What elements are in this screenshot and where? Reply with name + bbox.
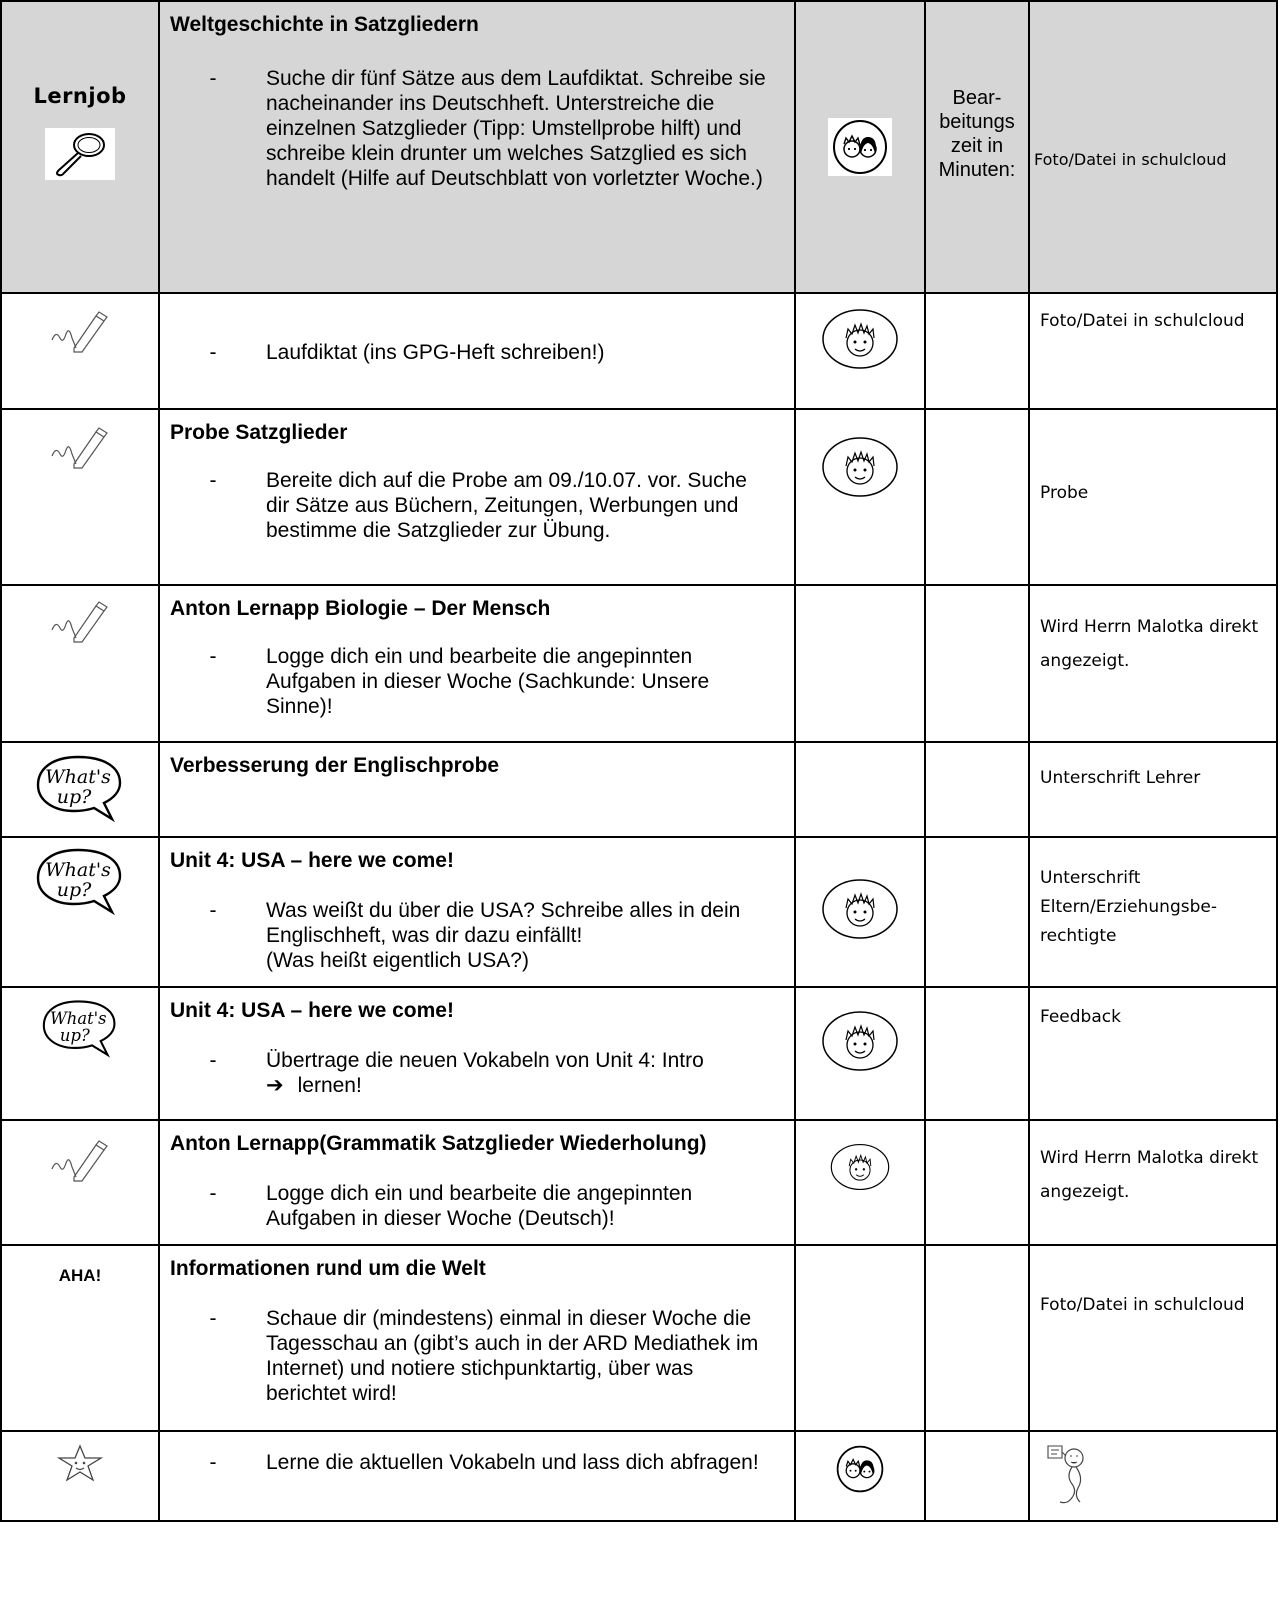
- bullet-text: Was weißt du über die USA? Schreibe alles in dein Englischheft, was dir dazu einfällt! (Was heißt eigentlich USA?): [266, 899, 741, 972]
- single-icon: [820, 878, 900, 940]
- whats-up-icon: [40, 998, 120, 1060]
- task-cell: [159, 1, 795, 293]
- social-cell: [795, 1120, 925, 1245]
- single-icon: [820, 308, 900, 370]
- duration-input[interactable]: [925, 1431, 1029, 1521]
- social-cell: [795, 742, 925, 837]
- social-cell: [795, 409, 925, 585]
- task-row: [1, 1431, 1277, 1521]
- task-title: Anton Lernapp Biologie – Der Mensch: [170, 597, 551, 620]
- pair-icon: [828, 1444, 892, 1494]
- svg-text:up?: up?: [56, 879, 92, 901]
- duration-input[interactable]: [925, 409, 1029, 585]
- result-cell: [1029, 1, 1277, 293]
- task-bullet: - Laufdiktat (ins GPG-Heft schreiben!): [160, 340, 794, 365]
- svg-text:What's: What's: [45, 766, 111, 788]
- bullet-text: Bereite dich auf die Probe am 09./10.07. vor. Suche dir Sätze aus Büchern, Zeitungen, Werbungen und bestimme die Satzglieder zur Übung.: [266, 469, 747, 542]
- duration-input[interactable]: [925, 837, 1029, 987]
- result-text: Unterschrift Eltern/Erziehungsbe-rechtigte: [1040, 868, 1217, 946]
- star-icon: [55, 1444, 105, 1484]
- task-cell: [159, 1245, 795, 1431]
- listening-figure-icon: [1044, 1442, 1094, 1508]
- svg-text:up?: up?: [56, 786, 92, 808]
- result-text: Foto/Datei in schulcloud: [1034, 150, 1227, 169]
- result-cell: [1029, 585, 1277, 742]
- task-bullet: - Logge dich ein und bearbeite die angepinnten Aufgaben in dieser Woche (Deutsch)!: [160, 1181, 794, 1231]
- task-bullet: - Bereite dich auf die Probe am 09./10.07. vor. Suche dir Sätze aus Büchern, Zeitungen, Werbungen und bestimme die Satzglieder zur Übung.: [160, 468, 794, 543]
- bullet-text: Suche dir fünf Sätze aus dem Laufdiktat. Schreibe sie nacheinander ins Deutschheft. Unterstreiche die einzelnen Satzglieder (Tipp: Umstellprobe hilft) und schreibe klein drunter um welches Satzglied es sich handelt (Hilfe auf Deutschblatt von vorletzter Woche.): [266, 67, 766, 190]
- social-cell: [795, 1245, 925, 1431]
- result-cell: [1029, 1120, 1277, 1245]
- duration-cell: [925, 1, 1029, 293]
- pencil-icon: [50, 1137, 110, 1183]
- task-row: [1, 1120, 1277, 1245]
- task-row: [1, 987, 1277, 1120]
- task-cell: [159, 409, 795, 585]
- task-row: [1, 585, 1277, 742]
- task-row: [1, 293, 1277, 409]
- task-title: Unit 4: USA – here we come!: [170, 999, 454, 1022]
- task-row: [1, 837, 1277, 987]
- result-text: Probe: [1040, 483, 1089, 503]
- bullet-text: Logge dich ein und bearbeite die angepinnten Aufgaben in dieser Woche (Deutsch)!: [266, 1182, 693, 1230]
- social-cell: [795, 293, 925, 409]
- task-row: [1, 1245, 1277, 1431]
- bullet-text: Laufdiktat (ins GPG-Heft schreiben!): [266, 341, 605, 364]
- task-cell: [159, 837, 795, 987]
- whats-up-icon: [34, 846, 126, 918]
- task-title: Informationen rund um die Welt: [170, 1257, 486, 1280]
- duration-input[interactable]: [925, 1245, 1029, 1431]
- task-bullet: [160, 66, 794, 191]
- single-icon: [829, 1137, 891, 1197]
- subject-cell: [1, 987, 159, 1120]
- bullet-extra: (Was heißt eigentlich USA?): [266, 949, 529, 972]
- result-text: Foto/Datei in schulcloud: [1040, 311, 1245, 331]
- magnifier-icon: [45, 128, 115, 180]
- svg-text:up?: up?: [59, 1026, 90, 1046]
- task-bullet: - Übertrage die neuen Vokabeln von Unit 4: Intro ➔ lernen!: [160, 1048, 794, 1098]
- task-bullet: - Lerne die aktuellen Vokabeln und lass dich abfragen!: [160, 1450, 794, 1475]
- pencil-icon: [50, 308, 110, 354]
- result-cell: [1029, 1245, 1277, 1431]
- arrow-icon: ➔: [266, 1073, 284, 1097]
- result-text: Feedback: [1040, 1007, 1121, 1027]
- task-title: Weltgeschichte in Satzgliedern: [170, 13, 479, 36]
- bullet-text: Logge dich ein und bearbeite die angepinnten Aufgaben in dieser Woche (Sachkunde: Unsere Sinne)!: [266, 645, 710, 718]
- svg-text:What's: What's: [49, 1008, 107, 1028]
- result-text: Foto/Datei in schulcloud: [1040, 1295, 1245, 1315]
- social-cell: [795, 585, 925, 742]
- result-cell: [1029, 293, 1277, 409]
- task-cell: [159, 1120, 795, 1245]
- duration-input[interactable]: [925, 1120, 1029, 1245]
- duration-input[interactable]: [925, 585, 1029, 742]
- svg-text:What's: What's: [45, 859, 111, 881]
- header-row: [1, 1, 1277, 293]
- bullet-dash: -: [209, 67, 217, 90]
- lernjob-cell: [1, 1, 159, 293]
- subject-cell: [1, 409, 159, 585]
- subject-cell: [1, 585, 159, 742]
- task-title: Unit 4: USA – here we come!: [170, 849, 454, 872]
- subject-cell: [1, 1431, 159, 1521]
- task-row: [1, 742, 1277, 837]
- single-icon: [820, 1010, 900, 1072]
- duration-input[interactable]: [925, 742, 1029, 837]
- pair-icon: [828, 118, 892, 176]
- subject-cell: [1, 1120, 159, 1245]
- task-title: Probe Satzglieder: [170, 421, 348, 444]
- result-cell: [1029, 742, 1277, 837]
- result-cell: [1029, 837, 1277, 987]
- duration-input[interactable]: [925, 987, 1029, 1120]
- duration-label: Bear- beitungs zeit in Minuten:: [938, 87, 1016, 181]
- task-bullet: - Logge dich ein und bearbeite die angepinnten Aufgaben in dieser Woche (Sachkunde: Unsere Sinne)!: [160, 644, 794, 719]
- task-cell: [159, 293, 795, 409]
- result-text: Unterschrift Lehrer: [1040, 768, 1201, 788]
- task-row: [1, 409, 1277, 585]
- result-cell: [1029, 987, 1277, 1120]
- task-cell: [159, 987, 795, 1120]
- task-cell: [159, 742, 795, 837]
- result-cell: [1029, 409, 1277, 585]
- bullet-text: Schaue dir (mindestens) einmal in dieser Woche die Tagesschau an (gibt’s auch in der ARD Mediathek im Internet) und notiere stichpunktartig, über was berichtet wird!: [266, 1307, 759, 1405]
- bullet-text: Lerne die aktuellen Vokabeln und lass dich abfragen!: [266, 1451, 759, 1474]
- social-cell: [795, 1, 925, 293]
- social-cell: [795, 987, 925, 1120]
- aha-label: AHA!: [58, 1266, 102, 1285]
- social-cell: [795, 1431, 925, 1521]
- task-cell: [159, 1431, 795, 1521]
- task-bullet: - Was weißt du über die USA? Schreibe alles in dein Englischheft, was dir dazu einfällt! (Was heißt eigentlich USA?): [160, 898, 794, 973]
- whats-up-icon: [34, 753, 126, 825]
- duration-input[interactable]: [925, 293, 1029, 409]
- result-text: Wird Herrn Malotka direkt angezeigt.: [1040, 1148, 1259, 1202]
- task-cell: [159, 585, 795, 742]
- subject-cell: [1, 293, 159, 409]
- subject-cell: [1, 837, 159, 987]
- task-bullet: - Schaue dir (mindestens) einmal in dieser Woche die Tagesschau an (gibt’s auch in der ARD Mediathek im Internet) und notiere stichpunktartig, über was berichtet wird!: [160, 1306, 794, 1406]
- subject-cell: [1, 742, 159, 837]
- result-text: Wird Herrn Malotka direkt angezeigt.: [1040, 617, 1259, 671]
- bullet-text: Übertrage die neuen Vokabeln von Unit 4: Intro ➔ lernen!: [266, 1049, 704, 1097]
- task-title: Anton Lernapp(Grammatik Satzglieder Wiederholung): [170, 1132, 707, 1155]
- single-icon: [820, 436, 900, 498]
- lernjob-label: Lernjob: [33, 84, 127, 108]
- subject-cell: [1, 1245, 159, 1431]
- task-title: Verbesserung der Englischprobe: [170, 754, 500, 777]
- pencil-icon: [50, 424, 110, 470]
- social-cell: [795, 837, 925, 987]
- pencil-icon: [50, 598, 110, 644]
- result-cell: [1029, 1431, 1277, 1521]
